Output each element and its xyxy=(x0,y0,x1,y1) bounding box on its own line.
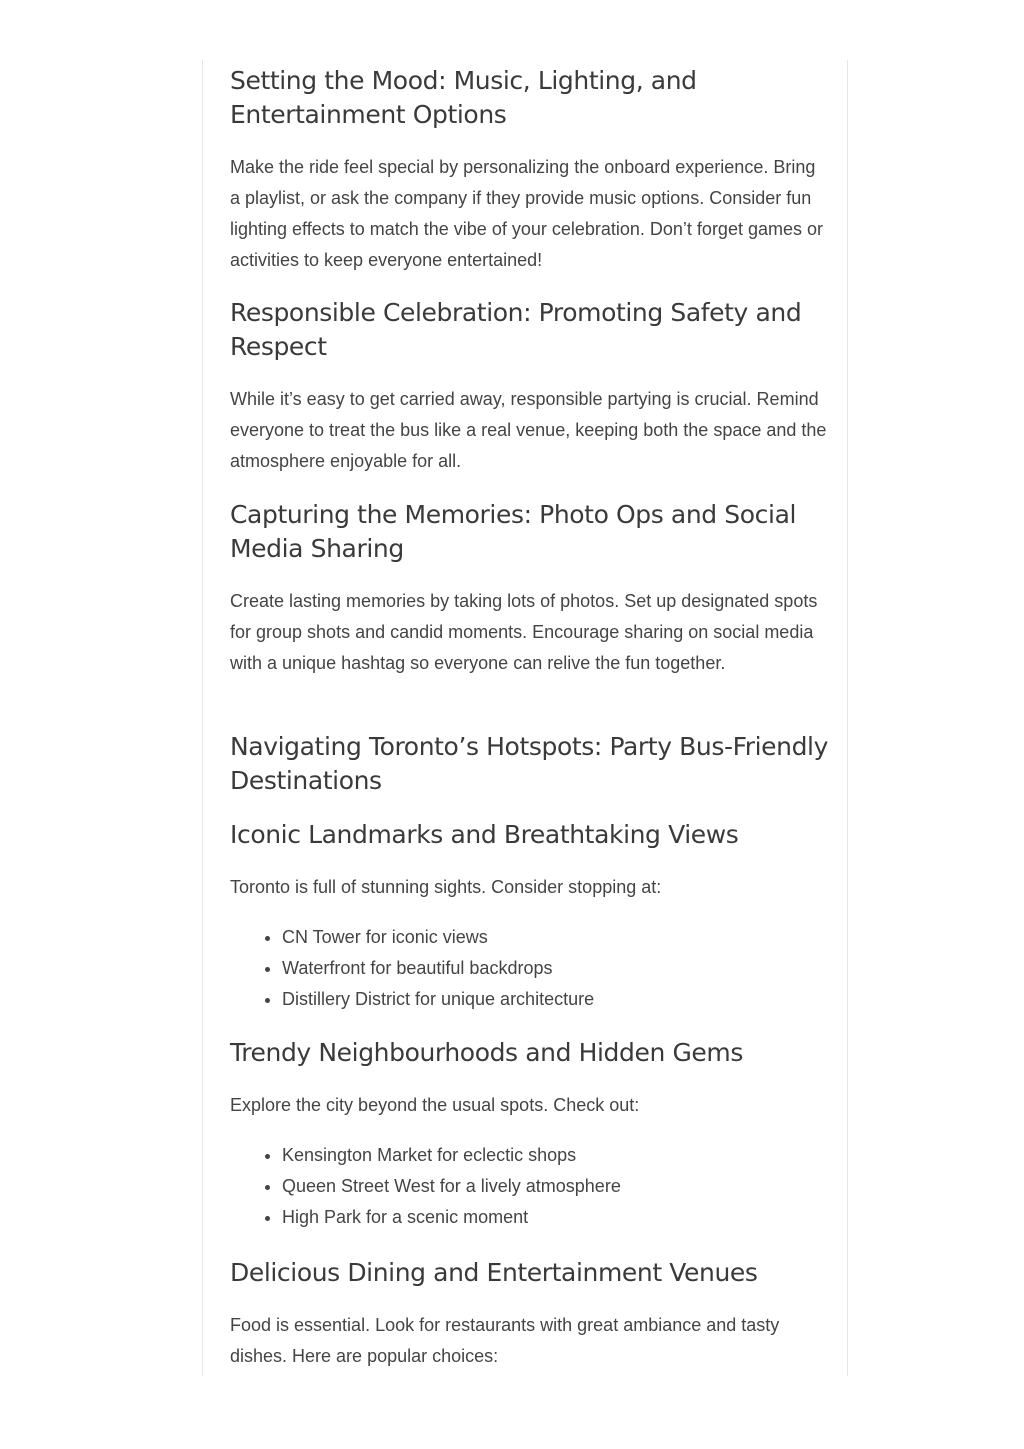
list-item: • High Park for a scenic moment xyxy=(282,1202,882,1233)
list-iconic-landmarks xyxy=(230,922,882,1015)
list-item: • Distillery District for unique architecture xyxy=(282,984,882,1015)
paragraph-iconic-landmarks: Toronto is full of stunning sights. Consider stopping at: xyxy=(230,877,662,897)
paragraph-trendy-neighbourhoods: Explore the city beyond the usual spots. Check out: xyxy=(230,1095,640,1115)
heading-dining-venues: Delicious Dining and Entertainment Venues xyxy=(230,1258,758,1287)
list-item: • Kensington Market for eclectic shops xyxy=(282,1140,882,1171)
heading-setting-the-mood: Setting the Mood: Music, Lighting, and Entertainment Options xyxy=(230,66,697,129)
paragraph-capturing-memories: Create lasting memories by taking lots of photos. Set up designated spots for group shots and candid moments. Encourage sharing on social media with a unique hashtag so everyone can relive the fun together. xyxy=(230,591,818,673)
list-item: • CN Tower for iconic views xyxy=(282,922,882,953)
list-item: • Queen Street West for a lively atmosphere xyxy=(282,1171,882,1202)
heading-trendy-neighbourhoods: Trendy Neighbourhoods and Hidden Gems xyxy=(230,1038,743,1067)
list-trendy-neighbourhoods xyxy=(230,1140,882,1233)
list-item: • Waterfront for beautiful backdrops xyxy=(282,953,882,984)
paragraph-responsible-celebration: While it’s easy to get carried away, responsible partying is crucial. Remind everyone to treat the bus like a real venue, keeping both the space and the atmosphere enjoyable for all. xyxy=(230,389,827,471)
paragraph-setting-the-mood: Make the ride feel special by personalizing the onboard experience. Bring a playlist, or ask the company if they provide music options. Consider fun lighting effects to match the vibe of your celebration. Don’t forget games or activities to keep everyone entertained! xyxy=(230,157,823,270)
heading-navigating-toronto: Navigating Toronto’s Hotspots: Party Bus-Friendly Destinations xyxy=(230,732,829,795)
paragraph-dining-venues: Food is essential. Look for restaurants with great ambiance and tasty dishes. Here are popular choices: xyxy=(230,1315,780,1366)
heading-iconic-landmarks: Iconic Landmarks and Breathtaking Views xyxy=(230,820,739,849)
heading-capturing-memories: Capturing the Memories: Photo Ops and Social Media Sharing xyxy=(230,500,797,563)
heading-responsible-celebration: Responsible Celebration: Promoting Safety and Respect xyxy=(230,298,802,361)
